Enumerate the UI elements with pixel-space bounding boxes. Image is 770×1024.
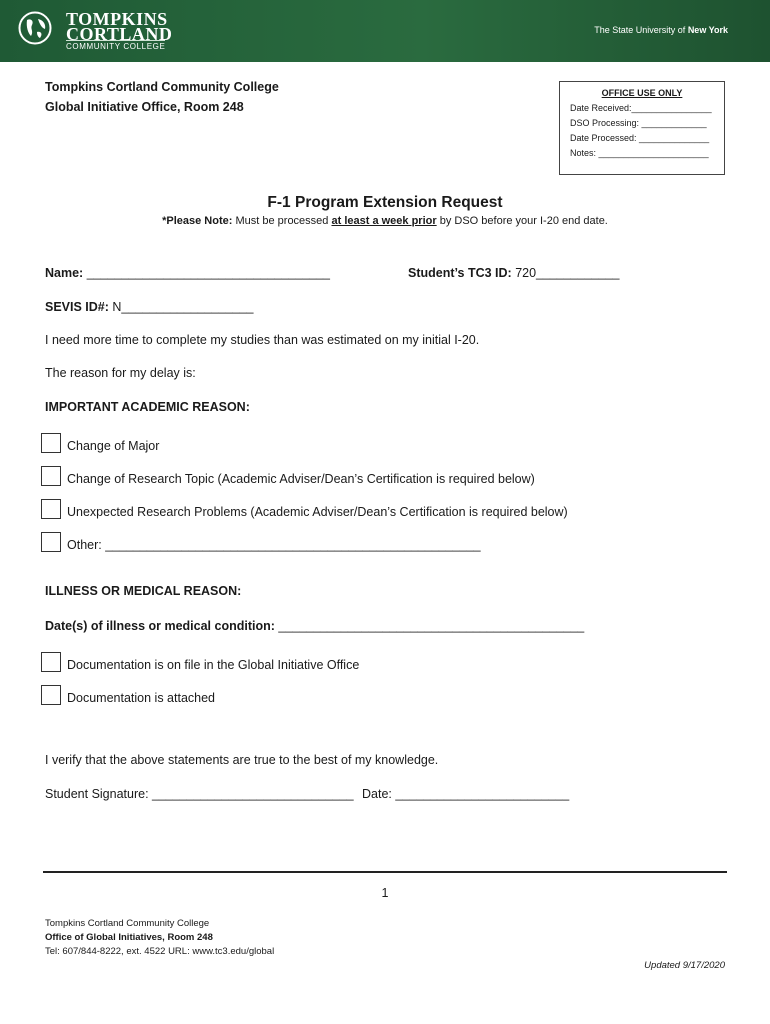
- header-banner: [0, 0, 770, 62]
- footer-office: Office of Global Initiatives, Room 248: [45, 932, 213, 943]
- sevis-id-field[interactable]: [45, 300, 254, 314]
- change-of-research-topic-label: Change of Research Topic (Academic Adviser/Dean’s Certification is required below): [67, 472, 535, 486]
- name-label: Name:: [45, 266, 84, 280]
- office-date-processed: Date Processed: ______________: [570, 133, 710, 143]
- suny-tagline: [594, 25, 728, 35]
- address-line-1: Tompkins Cortland Community College: [45, 80, 279, 94]
- footer-college-name: Tompkins Cortland Community College: [45, 918, 210, 929]
- statement-reason: The reason for my delay is:: [45, 366, 196, 380]
- name-line: ___________________________________: [83, 266, 331, 280]
- tc3-id-field[interactable]: [408, 266, 619, 280]
- processing-note: [0, 215, 770, 227]
- change-of-major-checkbox[interactable]: [41, 433, 61, 453]
- student-signature-field[interactable]: Student Signature: _____________________________: [45, 787, 354, 801]
- footer-contact: Tel: 607/844-8222, ext. 4522 URL: www.tc3.edu/global: [45, 946, 275, 957]
- documentation-on-file-label: Documentation is on file in the Global Initiative Office: [67, 658, 360, 672]
- statement-more-time: I need more time to complete my studies than was estimated on my initial I-20.: [45, 333, 480, 347]
- sevis-id-label: SEVIS ID#:: [45, 300, 109, 314]
- suny-bold: New York: [687, 25, 728, 35]
- office-dso-processing: DSO Processing: _____________: [570, 118, 707, 128]
- logo-line-2: CORTLAND: [66, 24, 173, 44]
- form-title: F-1 Program Extension Request: [267, 194, 503, 211]
- note-emphasis: at least a week prior: [331, 215, 437, 227]
- globe-logo-icon: [18, 11, 52, 45]
- other-reason-label[interactable]: Other: ______________________________________________________: [67, 538, 481, 552]
- office-use-title: OFFICE USE ONLY: [601, 88, 683, 98]
- signature-date-field[interactable]: Date: _________________________: [362, 787, 570, 801]
- documentation-attached-label: Documentation is attached: [67, 691, 216, 705]
- footer-divider: [43, 871, 727, 873]
- note-label: *Please Note:: [162, 215, 233, 227]
- medical-dates-line: ____________________________________________: [274, 619, 585, 633]
- medical-dates-label: Date(s) of illness or medical condition:: [45, 619, 275, 633]
- office-date-received: Date Received:________________: [570, 103, 712, 113]
- medical-dates-field[interactable]: [45, 619, 584, 633]
- change-of-research-topic-checkbox[interactable]: [41, 466, 61, 486]
- change-of-major-label: Change of Major: [67, 439, 160, 453]
- note-post: by DSO before your I-20 end date.: [436, 215, 608, 227]
- office-use-box: [559, 81, 725, 175]
- documentation-on-file-checkbox[interactable]: [41, 652, 61, 672]
- name-field[interactable]: [45, 266, 330, 280]
- page-number: 1: [381, 886, 389, 900]
- medical-heading: ILLNESS OR MEDICAL REASON:: [45, 584, 242, 598]
- suny-prefix: The State University of: [594, 25, 686, 35]
- logo-line-3: COMMUNITY COLLEGE: [66, 42, 166, 51]
- office-notes: Notes: ______________________: [570, 148, 709, 158]
- unexpected-research-problems-label: Unexpected Research Problems (Academic Adviser/Dean’s Certification is required below): [67, 505, 568, 519]
- tc3-id-label: Student’s TC3 ID:: [408, 266, 512, 280]
- logo-line-1: TOMPKINS: [66, 9, 168, 29]
- address-line-2: Global Initiative Office, Room 248: [45, 100, 244, 114]
- tc3-id-value: 720____________: [511, 266, 620, 280]
- verification-statement: I verify that the above statements are true to the best of my knowledge.: [45, 753, 439, 767]
- footer-updated-date: Updated 9/17/2020: [644, 960, 725, 971]
- sevis-id-value: N___________________: [108, 300, 254, 314]
- academic-heading: IMPORTANT ACADEMIC REASON:: [45, 400, 250, 414]
- unexpected-research-problems-checkbox[interactable]: [41, 499, 61, 519]
- note-pre: Must be processed: [232, 215, 332, 227]
- other-reason-checkbox[interactable]: [41, 532, 61, 552]
- documentation-attached-checkbox[interactable]: [41, 685, 61, 705]
